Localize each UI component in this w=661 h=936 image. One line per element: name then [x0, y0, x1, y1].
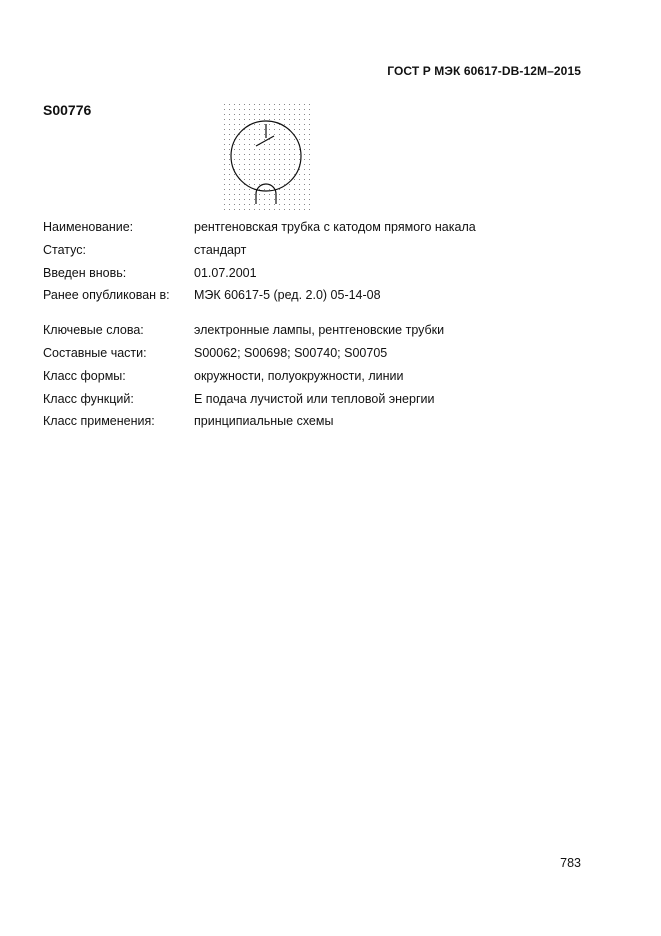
attribute-label: Класс применения: [43, 414, 155, 429]
attribute-label: Класс функций: [43, 391, 134, 406]
attribute-value: рентгеновская трубка с катодом прямого накала [194, 220, 476, 234]
attribute-label: Введен вновь: [43, 265, 127, 280]
attribute-value: S00062; S00698; S00740; S00705 [194, 345, 388, 360]
xray-tube-symbol-figure [222, 102, 314, 219]
attribute-value: 01.07.2001 [194, 265, 257, 280]
attribute-label: Ранее опубликован в: [43, 288, 170, 303]
xray-tube-symbol-svg [222, 102, 314, 214]
attribute-value: принципиальные схемы [194, 414, 334, 429]
attribute-label: Ключевые слова: [43, 323, 144, 338]
attribute-value: E подача лучистой или тепловой энергии [194, 391, 435, 406]
attribute-label: Статус: [43, 242, 86, 257]
dot-grid [224, 104, 310, 210]
attribute-label: Класс формы: [43, 368, 126, 383]
attribute-value: электронные лампы, рентгеновские трубки [194, 323, 445, 338]
attribute-value: стандарт [194, 242, 247, 257]
attribute-label: Наименование: [43, 220, 134, 234]
page-number: 783 [560, 856, 581, 870]
symbol-code: S00776 [43, 102, 92, 118]
attribute-value: МЭК 60617-5 (ред. 2.0) 05-14-08 [194, 288, 381, 303]
attribute-value: окружности, полуокружности, линии [194, 368, 404, 383]
attribute-label: Составные части: [43, 345, 147, 360]
standard-header: ГОСТ Р МЭК 60617-DB-12M–2015 [387, 64, 581, 78]
